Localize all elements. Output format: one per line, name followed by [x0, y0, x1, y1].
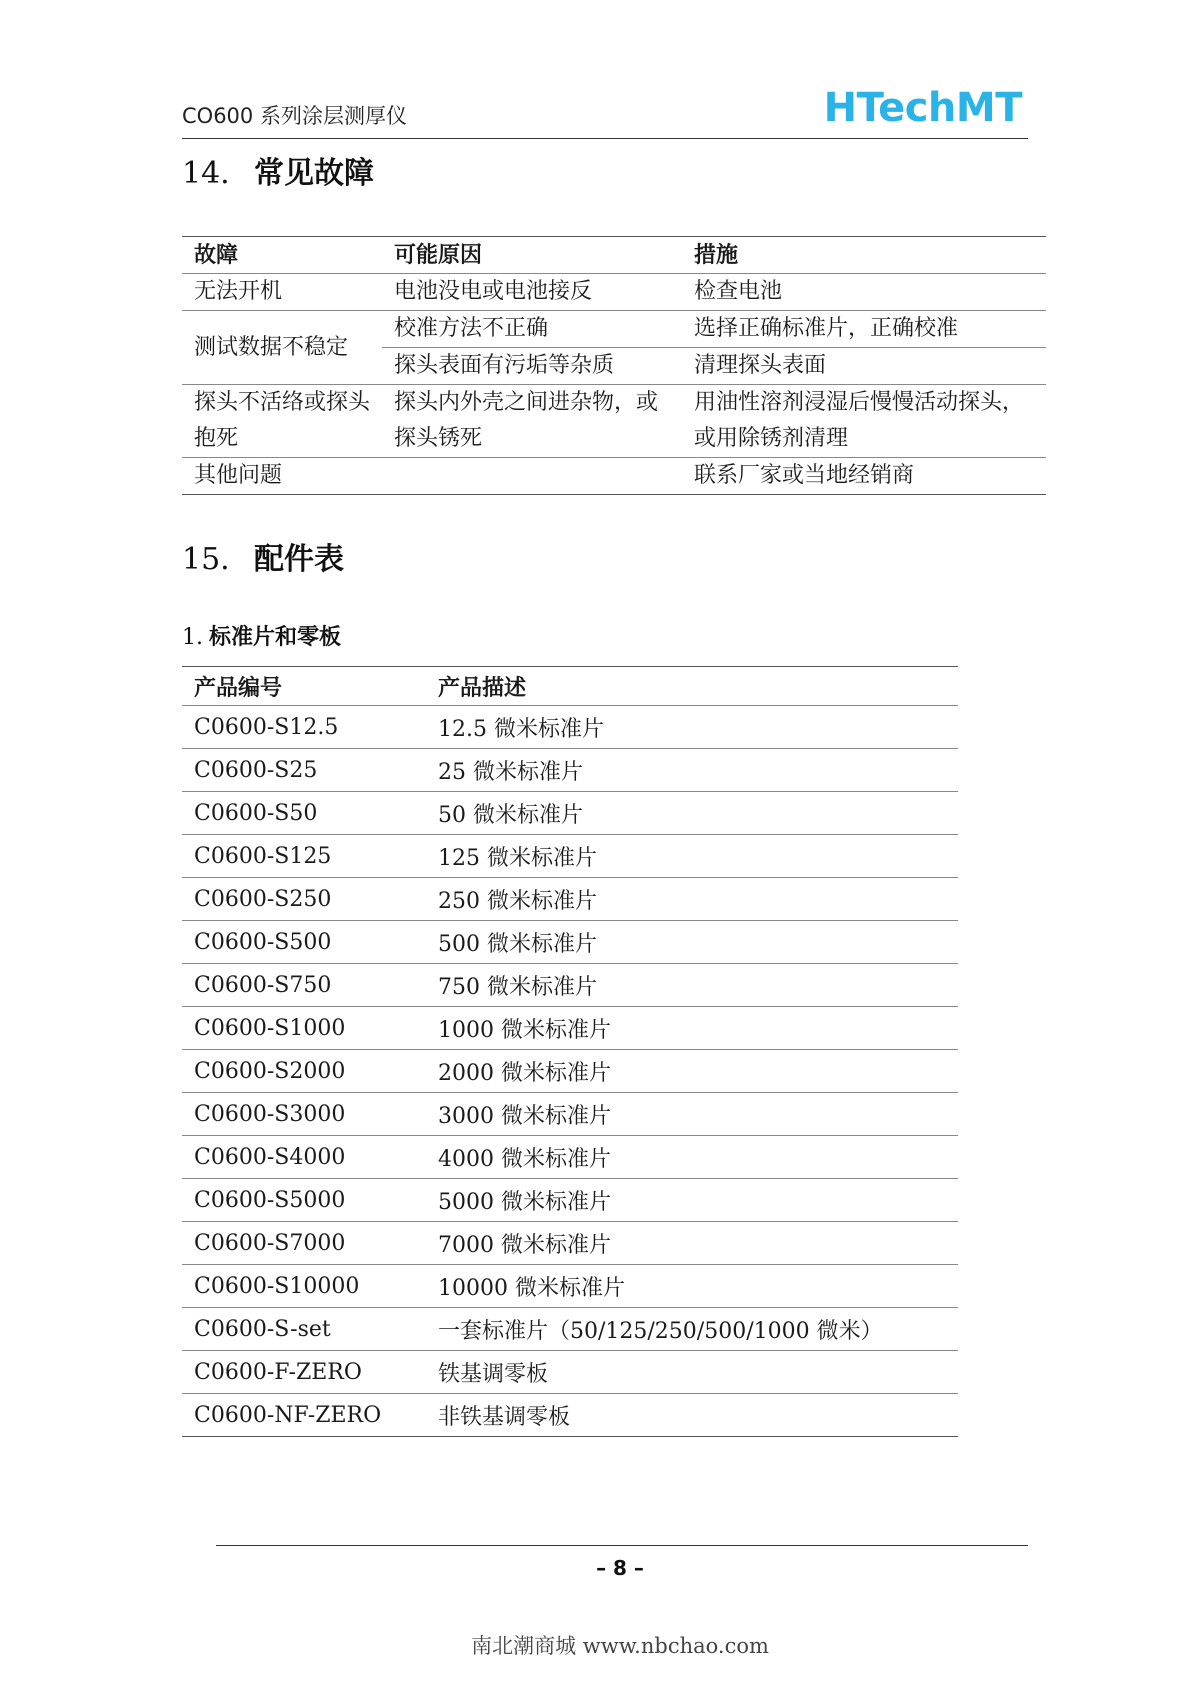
product-code-cell: C0600-S12.5 [182, 706, 426, 749]
product-code-cell: C0600-S125 [182, 835, 426, 878]
page-number: – 8 – [596, 1556, 644, 1580]
column-header-code: 产品编号 [182, 667, 426, 706]
table-row [182, 1179, 958, 1222]
subsection-number: 1. [182, 625, 203, 650]
product-description-cell: 12.5 微米标准片 [426, 706, 958, 749]
table-row [182, 964, 958, 1007]
cause-cell: 电池没电或电池接反 [382, 274, 682, 311]
product-description-cell: 非铁基调零板 [426, 1394, 958, 1437]
cause-cell: 校准方法不正确 [382, 311, 682, 348]
page-header [182, 84, 1028, 139]
subsection-heading [182, 620, 341, 651]
cause-cell: 探头内外壳之间进杂物，或探头锈死 [382, 385, 682, 458]
product-code-cell: C0600-S250 [182, 878, 426, 921]
action-cell: 选择正确标准片，正确校准 [682, 311, 1046, 348]
product-description-cell: 10000 微米标准片 [426, 1265, 958, 1308]
subsection-title: 标准片和零板 [209, 624, 342, 650]
product-code-cell: C0600-S3000 [182, 1093, 426, 1136]
product-code-cell: C0600-S500 [182, 921, 426, 964]
footer-rule [216, 1545, 1028, 1546]
column-header-description: 产品描述 [426, 667, 958, 706]
product-code-cell: C0600-S-set [182, 1308, 426, 1351]
table-row [182, 385, 1046, 458]
column-header-cause: 可能原因 [382, 237, 682, 274]
action-cell: 用油性溶剂浸湿后慢慢活动探头，或用除锈剂清理 [682, 385, 1046, 458]
section-heading-accessories [182, 534, 344, 578]
faults-table [182, 236, 1046, 495]
table-row [182, 1351, 958, 1394]
table-row [182, 274, 1046, 311]
table-row [182, 792, 958, 835]
product-code-cell: C0600-NF-ZERO [182, 1394, 426, 1437]
section-heading-faults [182, 148, 374, 192]
cause-cell [382, 458, 682, 495]
product-code-cell: C0600-S10000 [182, 1265, 426, 1308]
action-cell: 联系厂家或当地经销商 [682, 458, 1046, 495]
parts-table-body [182, 706, 958, 1437]
product-description-cell: 25 微米标准片 [426, 749, 958, 792]
product-code-cell: C0600-F-ZERO [182, 1351, 426, 1394]
table-row [182, 1093, 958, 1136]
product-code-cell: C0600-S5000 [182, 1179, 426, 1222]
parts-table [182, 666, 958, 1437]
section-number: 14. [182, 156, 230, 191]
product-description-cell: 7000 微米标准片 [426, 1222, 958, 1265]
fault-cell: 无法开机 [182, 274, 382, 311]
table-row [182, 835, 958, 878]
product-description-cell: 1000 微米标准片 [426, 1007, 958, 1050]
product-code-cell: C0600-S50 [182, 792, 426, 835]
table-row [182, 1050, 958, 1093]
product-description-cell: 500 微米标准片 [426, 921, 958, 964]
product-code-cell: C0600-S25 [182, 749, 426, 792]
product-description-cell: 250 微米标准片 [426, 878, 958, 921]
table-row [182, 1136, 958, 1179]
table-row [182, 706, 958, 749]
product-description-cell: 2000 微米标准片 [426, 1050, 958, 1093]
product-description-cell: 125 微米标准片 [426, 835, 958, 878]
table-row [182, 458, 1046, 495]
table-row [182, 749, 958, 792]
action-cell: 检查电池 [682, 274, 1046, 311]
table-header-row [182, 237, 1046, 274]
product-code-cell: C0600-S4000 [182, 1136, 426, 1179]
table-row [182, 1308, 958, 1351]
fault-cell: 其他问题 [182, 458, 382, 495]
fault-cell: 探头不活络或探头抱死 [182, 385, 382, 458]
product-description-cell: 5000 微米标准片 [426, 1179, 958, 1222]
table-row [182, 1007, 958, 1050]
section-title: 配件表 [254, 542, 344, 577]
table-row [182, 1394, 958, 1437]
table-row [182, 1222, 958, 1265]
table-row [182, 878, 958, 921]
table-header-row [182, 667, 958, 706]
product-description-cell: 50 微米标准片 [426, 792, 958, 835]
product-description-cell: 750 微米标准片 [426, 964, 958, 1007]
watermark-text: 南北潮商城 www.nbchao.com [471, 1634, 769, 1658]
cause-cell: 探头表面有污垢等杂质 [382, 348, 682, 385]
section-title: 常见故障 [254, 156, 374, 191]
header-title: CO600 系列涂层测厚仪 [182, 104, 407, 128]
table-row [182, 1265, 958, 1308]
product-description-cell: 一套标准片（50/125/250/500/1000 微米） [426, 1308, 958, 1351]
table-row [182, 921, 958, 964]
product-code-cell: C0600-S750 [182, 964, 426, 1007]
product-code-cell: C0600-S7000 [182, 1222, 426, 1265]
product-description-cell: 铁基调零板 [426, 1351, 958, 1394]
product-code-cell: C0600-S1000 [182, 1007, 426, 1050]
table-row [182, 311, 1046, 348]
section-number: 15. [182, 542, 230, 577]
product-description-cell: 3000 微米标准片 [426, 1093, 958, 1136]
action-cell: 清理探头表面 [682, 348, 1046, 385]
product-description-cell: 4000 微米标准片 [426, 1136, 958, 1179]
product-code-cell: C0600-S2000 [182, 1050, 426, 1093]
fault-cell: 测试数据不稳定 [182, 311, 382, 385]
column-header-fault: 故障 [182, 237, 382, 274]
brand-logo: HTechMT [823, 85, 1022, 131]
column-header-action: 措施 [682, 237, 1046, 274]
